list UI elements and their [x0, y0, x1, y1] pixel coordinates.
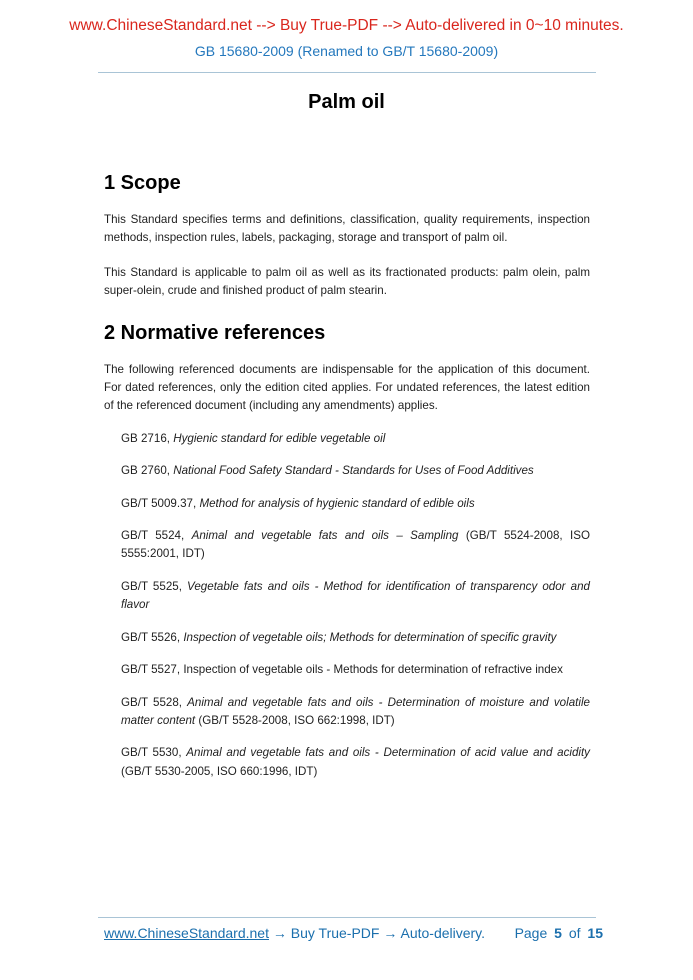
reference-gbt-5009-37 — [121, 495, 590, 513]
reference-code: GB/T 5530, — [121, 746, 182, 760]
reference-code: GB/T 5527, — [121, 663, 181, 677]
section-heading-normative-references: 2 Normative references — [104, 321, 326, 344]
footer-left-text — [104, 925, 485, 942]
section-heading-scope: 1 Scope — [104, 172, 181, 194]
standard-code-subtitle: GB 15680-2009 (Renamed to GB/T 15680-2009) — [194, 43, 499, 59]
promo-banner — [0, 0, 693, 35]
reference-suffix: (GB/T 5524-2008, ISO 5555:2001, IDT) — [121, 529, 590, 561]
reference-gbt-5527 — [121, 661, 590, 679]
reference-gbt-5530 — [121, 744, 590, 781]
reference-title: Method for analysis of hygienic standard of edible oils — [199, 496, 475, 510]
page-label: Page — [514, 925, 548, 941]
scope-paragraph-1: This Standard specifies terms and definitions, classification, quality requirements, inspection methods, inspection rules, labels, packaging, storage and transport of palm oil. — [104, 213, 590, 245]
reference-gbt-5525 — [121, 578, 590, 615]
normative-references-intro-paragraph: The following referenced documents are indispensable for the application of this document. For dated references, only the edition cited applies. For undated references, the latest edition of the referenced document (including any amendments) applies. — [104, 362, 590, 413]
reference-title: Hygienic standard for edible vegetable oil — [173, 431, 386, 445]
reference-title: Animal and vegetable fats and oils - Determination of moisture and volatile matter content — [121, 695, 590, 727]
page-total: 15 — [587, 925, 603, 941]
reference-gbt-5528 — [121, 694, 590, 731]
reference-gbt-5526 — [121, 629, 590, 647]
document-title: Palm oil — [308, 91, 385, 113]
footer-divider — [98, 917, 596, 918]
footer-row — [0, 925, 693, 943]
scope-paragraph-2: This Standard is applicable to palm oil as well as its fractionated products: palm olein, palm super-olein, crude and finished product of palm stearin. — [104, 265, 590, 298]
reference-suffix: (GB/T 5530-2005, ISO 660:1996, IDT) — [121, 764, 318, 778]
reference-title: Vegetable fats and oils - Method for identification of transparency odor and flavor — [121, 579, 590, 612]
promo-banner-link[interactable]: www.ChineseStandard.net --> Buy True-PDF --> Auto-delivered in 0~10 minutes. — [69, 17, 624, 34]
reference-title: Animal and vegetable fats and oils - Determination of acid value and acidity — [186, 746, 590, 760]
reference-code: GB/T 5526, — [121, 630, 181, 644]
page-indicator — [515, 925, 603, 942]
header-divider — [98, 72, 596, 73]
reference-gbt-5524 — [121, 527, 590, 564]
reference-title: Inspection of vegetable oils - Methods for determination of refractive index — [183, 663, 563, 677]
reference-title: National Food Safety Standard - Standards for Uses of Food Additives — [173, 464, 534, 478]
reference-code: GB 2760, — [121, 464, 170, 478]
reference-code: GB/T 5528, — [121, 695, 183, 709]
footer-tagline: → Buy True-PDF → Auto-delivery. — [272, 925, 486, 941]
page-footer — [0, 905, 693, 943]
document-body — [0, 171, 693, 781]
reference-title: Animal and vegetable fats and oils – Sampling — [191, 529, 459, 543]
footer-site-link[interactable]: www.ChineseStandard.net — [104, 925, 269, 941]
page-current: 5 — [554, 925, 562, 941]
reference-gb-2760 — [121, 462, 590, 480]
page-of-label: of — [568, 925, 581, 941]
reference-code: GB/T 5525, — [121, 579, 182, 593]
reference-code: GB/T 5524, — [121, 529, 185, 543]
reference-code: GB/T 5009.37, — [121, 496, 197, 510]
reference-title: Inspection of vegetable oils; Methods for determination of specific gravity — [183, 630, 557, 644]
reference-code: GB 2716, — [121, 431, 170, 445]
reference-gb-2716 — [121, 430, 590, 448]
reference-suffix: (GB/T 5528-2008, ISO 662:1998, IDT) — [195, 713, 395, 727]
